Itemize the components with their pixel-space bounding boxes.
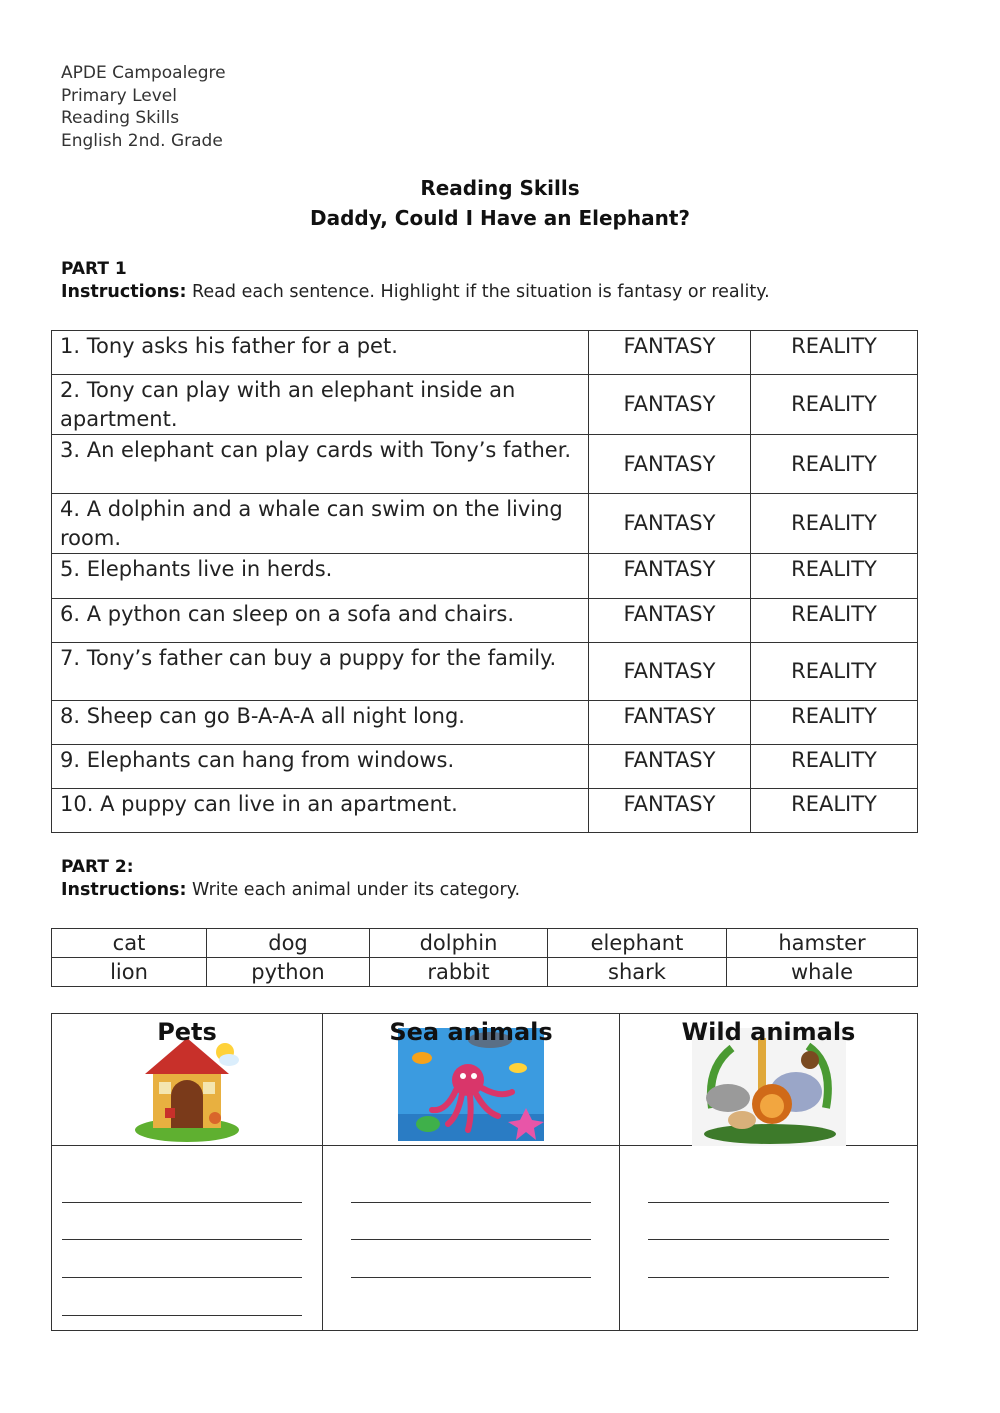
story-title: Daddy, Could I Have an Elephant? [310,206,690,230]
part2-instructions [61,880,520,900]
sentence-row [52,745,918,789]
fantasy-option-label: FANTASY [623,392,716,416]
answer-line[interactable] [351,1202,591,1203]
word-bank-row [52,958,918,987]
wild-animals-answer-area[interactable] [620,1146,918,1331]
answer-line[interactable] [62,1239,302,1240]
reality-option-label: REALITY [791,792,877,816]
sentence-row [52,643,918,701]
sentence-text: 7. Tony’s father can buy a puppy for the family. [52,643,589,701]
sentence-row [52,375,918,435]
reality-option-label: REALITY [791,557,877,581]
part1-instructions [61,282,770,302]
answer-line[interactable] [62,1277,302,1278]
grade: English 2nd. Grade [61,130,223,151]
instructions-label: Instructions: [61,880,187,900]
sentence-row [52,599,918,643]
reality-option[interactable] [751,789,918,833]
sea-animals-answer-area[interactable] [323,1146,620,1331]
sentence-text: 10. A puppy can live in an apartment. [52,789,589,833]
sentence-text: 3. An elephant can play cards with Tony’s father. [52,435,589,494]
reality-option[interactable] [751,643,918,701]
answer-line[interactable] [648,1202,889,1203]
word-bank-word: elephant [548,929,727,958]
sentence-row [52,331,918,375]
answer-line[interactable] [351,1239,591,1240]
answer-line[interactable] [62,1202,302,1203]
fantasy-option[interactable] [589,599,751,643]
category-title: Wild animals [681,1018,856,1046]
fantasy-option[interactable] [589,701,751,745]
word-bank-word: python [207,958,370,987]
sentence-text: 9. Elephants can hang from windows. [52,745,589,789]
sentence-text: 2. Tony can play with an elephant inside an apartment. [52,375,589,435]
instructions-label: Instructions: [61,282,187,302]
word-bank-word: hamster [727,929,918,958]
reality-option[interactable] [751,599,918,643]
sentence-row [52,789,918,833]
sentence-row [52,435,918,494]
category-pets [52,1014,323,1146]
fantasy-option-label: FANTASY [623,451,716,476]
worksheet-header [61,62,226,152]
instructions-text: Write each animal under its category. [186,880,521,900]
reality-option[interactable] [751,494,918,554]
sentence-text: 5. Elephants live in herds. [52,554,589,599]
category-title: Pets [157,1018,217,1046]
word-bank-row [52,929,918,958]
reality-option[interactable] [751,435,918,494]
reality-option-label: REALITY [791,602,877,626]
reality-option-label: REALITY [791,748,877,772]
subject: Reading Skills [61,108,180,128]
fantasy-option-label: FANTASY [623,511,716,535]
reality-option[interactable] [751,375,918,435]
pets-answer-area[interactable] [52,1146,323,1331]
answer-line[interactable] [648,1277,889,1278]
fantasy-option-label: FANTASY [623,748,716,772]
category-table [51,1013,918,1331]
sentence-row [52,494,918,554]
answer-line[interactable] [62,1315,302,1316]
reality-option-label: REALITY [791,511,877,535]
word-bank-word: shark [548,958,727,987]
reality-option[interactable] [751,745,918,789]
word-bank-word: whale [727,958,918,987]
instructions-text: Read each sentence. Highlight if the situation is fantasy or reality. [186,282,770,302]
level: Primary Level [61,85,177,106]
fantasy-option-label: FANTASY [623,602,716,626]
word-bank-word: dolphin [370,929,548,958]
fantasy-reality-table [51,330,918,833]
word-bank-table [51,928,918,987]
fantasy-option[interactable] [589,494,751,554]
reality-option-label: REALITY [791,451,877,476]
worksheet-title: Reading Skills [420,176,580,200]
answer-line[interactable] [648,1239,889,1240]
reality-option-label: REALITY [791,704,877,728]
sentence-text: 4. A dolphin and a whale can swim on the living room. [52,494,589,554]
sentence-row [52,554,918,599]
reality-option-label: REALITY [791,392,877,416]
school-name: APDE Campoalegre [61,63,226,83]
reality-option[interactable] [751,554,918,599]
fantasy-option[interactable] [589,375,751,435]
category-sea-animals [323,1014,620,1146]
part2-label: PART 2: [61,857,134,877]
category-wild-animals [620,1014,918,1146]
word-bank-word: rabbit [370,958,548,987]
reality-option[interactable] [751,701,918,745]
category-title: Sea animals [389,1018,553,1046]
fantasy-option[interactable] [589,745,751,789]
reality-option-label: REALITY [791,659,877,683]
sentence-text: 6. A python can sleep on a sofa and chairs. [52,599,589,643]
fantasy-option-label: FANTASY [623,557,716,581]
sentence-text: 1. Tony asks his father for a pet. [52,331,589,375]
fantasy-option-label: FANTASY [623,704,716,728]
sentence-text: 8. Sheep can go B-A-A-A all night long. [52,701,589,745]
reality-option-label: REALITY [791,334,877,358]
wild-animals-icon [692,1028,846,1150]
fantasy-option[interactable] [589,789,751,833]
answer-line[interactable] [351,1277,591,1278]
fantasy-option[interactable] [589,331,751,375]
reality-option[interactable] [751,331,918,375]
part1-label: PART 1 [61,259,127,279]
sentence-row [52,701,918,745]
fantasy-option-label: FANTASY [623,334,716,358]
fantasy-option[interactable] [589,435,751,494]
word-bank-word: dog [207,929,370,958]
fantasy-option[interactable] [589,643,751,701]
pet-house-icon [131,1030,243,1146]
fantasy-option-label: FANTASY [623,792,716,816]
fantasy-option-label: FANTASY [623,659,716,683]
fantasy-option[interactable] [589,554,751,599]
word-bank-word: lion [52,958,207,987]
word-bank-word: cat [52,929,207,958]
